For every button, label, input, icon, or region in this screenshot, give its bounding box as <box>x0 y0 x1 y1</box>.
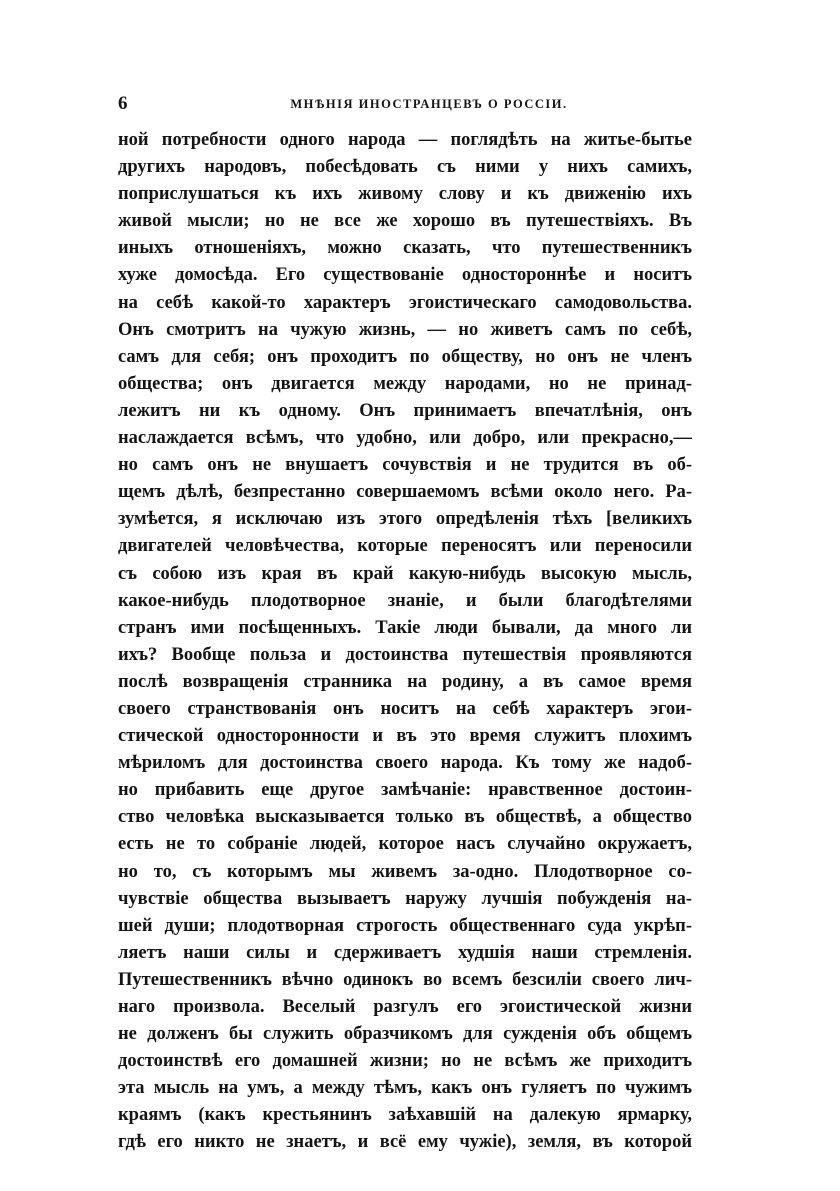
text-line: общества; онъ двигается между народами, но не принад- <box>118 373 692 394</box>
text-line: не долженъ бы служить образчикомъ для сужденія объ общемъ <box>118 1024 692 1045</box>
text-line: живой мысли; но не все же хорошо въ путешествіяхъ. Въ <box>118 211 692 232</box>
text-line: ной потребности одного народа — поглядѣть на житье-бытье <box>118 130 692 150</box>
body-text <box>118 127 692 1157</box>
text-line: гдѣ его никто не знаетъ, и всё ему чужіе), земля, въ которой <box>118 1132 692 1153</box>
page-number: 6 <box>118 93 128 114</box>
text-line: есть не то собраніе людей, которое насъ случайно окружаетъ, <box>118 834 692 855</box>
text-line: хуже домосѣда. Его существованіе одностороннѣе и носитъ <box>118 265 692 286</box>
text-line: наго произвола. Веселый разгулъ его эгоистической жизни <box>118 997 692 1017</box>
text-line: но то, съ которымъ мы живемъ за-одно. Плодотворное со- <box>118 861 692 882</box>
running-head <box>118 92 690 116</box>
text-line: лежитъ ни къ одному. Онъ принимаетъ впечатлѣнія, онъ <box>118 400 692 421</box>
text-line: чувствіе общества вызываетъ наружу лучшія побужденія на- <box>118 888 692 909</box>
text-line: поприслушаться къ ихъ живому слову и къ движенію ихъ <box>118 184 692 205</box>
text-line: ляетъ наши силы и сдерживаетъ худшія наши стремленія. <box>118 942 692 963</box>
text-line: ство человѣка высказывается только въ обществѣ, а общество <box>118 807 692 828</box>
text-line: ихъ? Вообще польза и достоинства путешествія проявляются <box>118 644 692 665</box>
text-line: но самъ онъ не внушаетъ сочувствія и не трудится въ об- <box>118 455 692 476</box>
text-line: щемъ дѣлѣ, безпрестанно совершаемомъ всѣми около него. Ра- <box>118 482 692 503</box>
running-title: МНѢНІЯ ИНОСТРАНЦЕВЪ О РОССІИ. <box>290 97 568 111</box>
text-line: какое-нибудь плодотворное знаніе, и были благодѣтелями <box>118 590 692 611</box>
text-line: съ собою изъ края въ край какую-нибудь высокую мысль, <box>118 563 692 584</box>
text-line: послѣ возвращенія странника на родину, а въ самое время <box>118 671 692 692</box>
text-line: стической односторонности и въ это время служитъ плохимъ <box>118 726 692 747</box>
text-line: иныхъ отношеніяхъ, можно сказать, что путешественникъ <box>118 238 692 259</box>
text-line: шей души; плодотворная строгость общественнаго суда укрѣп- <box>118 915 692 936</box>
text-line: странъ ими посѣщенныхъ. Такіе люди бывали, да много ли <box>118 617 692 638</box>
text-line: своего странствованія онъ носитъ на себѣ характеръ эгои- <box>118 698 692 719</box>
text-line: достоинствѣ его домашней жизни; но не всѣмъ же приходитъ <box>118 1051 692 1072</box>
text-line: мѣриломъ для достоинства своего народа. Къ тому же надоб- <box>118 753 692 774</box>
text-line: краямъ (какъ крестьянинъ заѣхавшій на далекую ярмарку, <box>118 1105 692 1126</box>
text-line: но прибавить еще другое замѣчаніе: нравственное достоин- <box>118 780 692 801</box>
text-line: другихъ народовъ, побесѣдовать съ ними у нихъ самихъ, <box>118 157 692 178</box>
text-line: наслаждается всѣмъ, что удобно, или добро, или прекрасно,— <box>118 428 692 449</box>
text-line: самъ для себя; онъ проходитъ по обществу, но онъ не членъ <box>118 346 692 367</box>
text-line: зумѣется, я исключаю изъ этого опредѣленія тѣхъ [великихъ <box>118 509 692 530</box>
text-line: эта мысль на умъ, а между тѣмъ, какъ онъ гуляетъ по чужимъ <box>118 1078 692 1099</box>
text-line: Путешественникъ вѣчно одинокъ во всемъ безсиліи своего лич- <box>118 969 692 990</box>
text-line: двигателей человѣчества, которые переносятъ или переносили <box>118 536 692 557</box>
text-line: на себѣ какой-то характеръ эгоистическаго самодовольства. <box>118 292 692 313</box>
text-line: Онъ смотритъ на чужую жизнь, — но живетъ самъ по себѣ, <box>118 319 692 340</box>
